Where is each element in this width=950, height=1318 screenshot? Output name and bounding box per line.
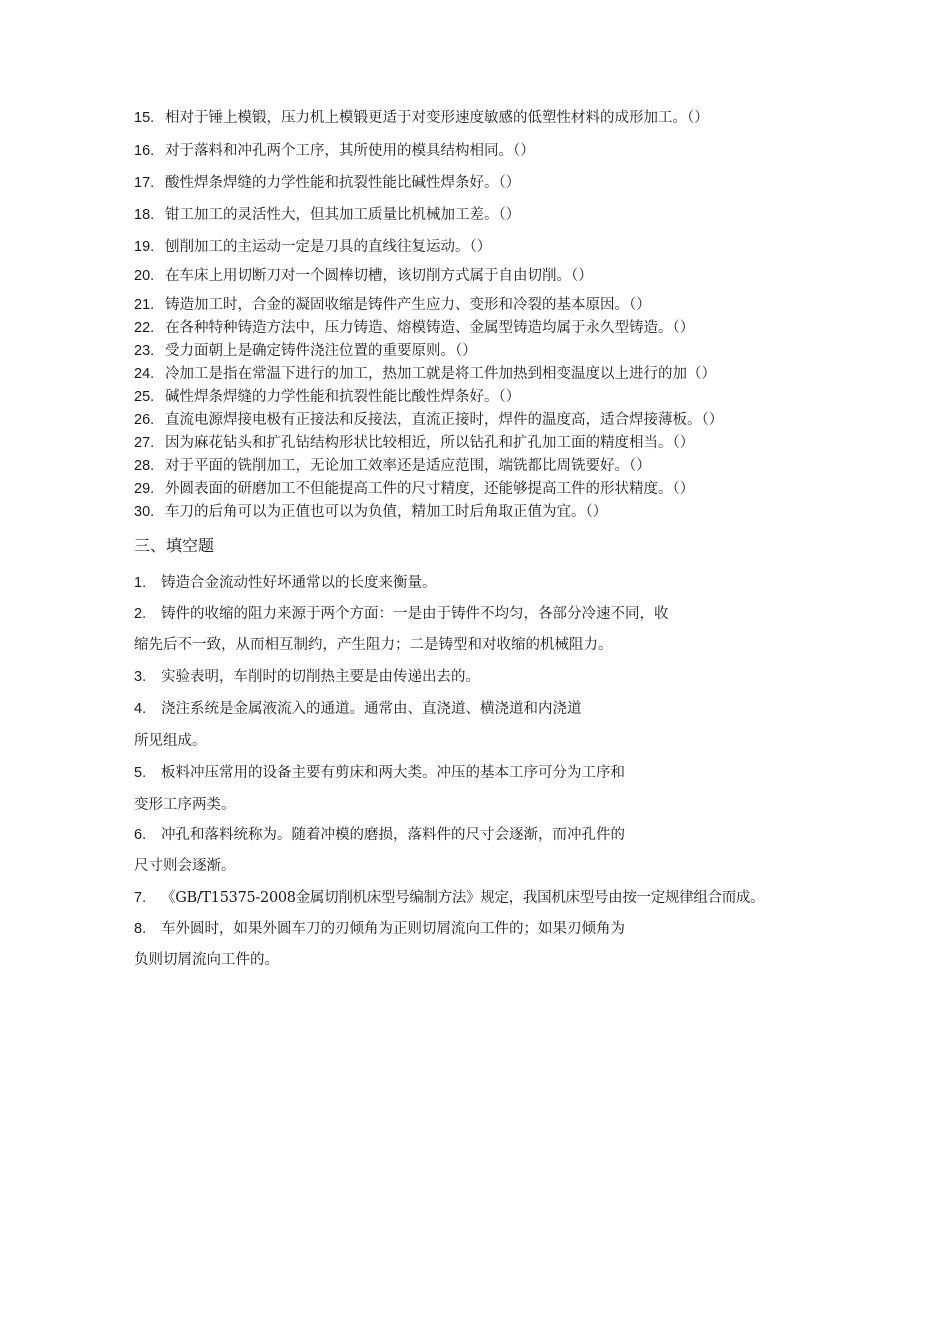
question-18 xyxy=(134,205,520,225)
fill-question-8 xyxy=(134,919,625,939)
question-number: 4. xyxy=(134,701,147,717)
question-number: 24. xyxy=(134,366,155,382)
question-23 xyxy=(134,341,477,361)
question-text: 直流电源焊接电极有正接法和反接法，直流正接时，焊件的温度高，适合焊接薄板。（） xyxy=(165,412,724,428)
fill-question-2-continued xyxy=(134,635,613,655)
question-text: 铸件的收缩的阻力来源于两个方面：一是由于铸件不均匀，各部分冷速不同，收 xyxy=(161,606,669,622)
question-text: 车刀的后角可以为正值也可以为负值，精加工时后角取正值为宜。（） xyxy=(165,504,608,520)
question-text: 所见组成。 xyxy=(134,733,207,749)
section-heading: 三、填空题 xyxy=(134,536,215,555)
question-number: 2. xyxy=(134,606,147,622)
question-text: 冲孔和落料统称为。随着冲模的磨损，落料件的尺寸会逐渐，而冲孔件的 xyxy=(161,827,625,843)
question-text: 在各种特种铸造方法中，压力铸造、熔模铸造、金属型铸造均属于永久型铸造。（） xyxy=(165,320,695,336)
fill-question-4-continued xyxy=(134,731,207,751)
question-number: 27. xyxy=(134,435,155,451)
question-number: 18. xyxy=(134,207,155,223)
question-text: 变形工序两类。 xyxy=(134,797,236,813)
question-22 xyxy=(134,318,694,338)
question-text: 刨削加工的主运动一定是刀具的直线往复运动。（） xyxy=(165,239,492,255)
question-text: 钳工加工的灵活性大，但其加工质量比机械加工差。（） xyxy=(165,207,521,223)
question-number: 15. xyxy=(134,110,155,126)
question-number: 19. xyxy=(134,239,155,255)
question-text: 负则切屑流向工件的。 xyxy=(134,952,279,968)
fill-question-6-continued xyxy=(134,856,236,876)
question-number: 7. xyxy=(134,890,147,906)
fill-question-8-continued xyxy=(134,950,279,970)
question-number: 21. xyxy=(134,297,155,313)
question-number: 23. xyxy=(134,343,155,359)
question-number: 26. xyxy=(134,412,155,428)
fill-question-6 xyxy=(134,825,625,845)
question-text: 相对于锤上模锻，压力机上模锻更适于对变形速度敏感的低塑性材料的成形加工。（） xyxy=(165,110,709,126)
question-25 xyxy=(134,387,520,407)
question-text: 板料冲压常用的设备主要有剪床和两大类。冲压的基本工序可分为工序和 xyxy=(161,765,625,781)
question-21 xyxy=(134,295,651,315)
question-text: 酸性焊条焊缝的力学性能和抗裂性能比碱性焊条好。（） xyxy=(165,175,521,191)
question-number: 29. xyxy=(134,481,155,497)
fill-question-5 xyxy=(134,763,625,783)
fill-question-5-continued xyxy=(134,795,236,815)
question-number: 5. xyxy=(134,765,147,781)
question-text: 尺寸则会逐渐。 xyxy=(134,858,236,874)
question-text: 《GB/T15375-2008金属切削机床型号编制方法》规定，我国机床型号由按一定规律组合而成。 xyxy=(161,890,765,906)
question-number: 6. xyxy=(134,827,147,843)
question-text: 车外圆时，如果外圆车刀的刃倾角为正则切屑流向工件的；如果刃倾角为 xyxy=(161,921,625,937)
question-17 xyxy=(134,173,520,193)
question-text: 铸造合金流动性好坏通常以的长度来衡量。 xyxy=(161,575,437,591)
fill-question-3 xyxy=(134,667,480,687)
question-text: 缩先后不一致，从而相互制约，产生阻力；二是铸型和对收缩的机械阻力。 xyxy=(134,637,613,653)
question-19 xyxy=(134,237,491,257)
fill-question-4 xyxy=(134,699,582,719)
question-number: 28. xyxy=(134,458,155,474)
question-text: 在车床上用切断刀对一个圆棒切槽，该切削方式属于自由切削。（） xyxy=(165,268,593,284)
question-number: 22. xyxy=(134,320,155,336)
question-number: 25. xyxy=(134,389,155,405)
question-24 xyxy=(134,364,716,384)
question-number: 3. xyxy=(134,669,147,685)
question-30 xyxy=(134,502,607,522)
question-16 xyxy=(134,141,535,161)
question-28 xyxy=(134,456,651,476)
question-15 xyxy=(134,108,709,128)
question-text: 对于平面的铣削加工，无论加工效率还是适应范围，端铣都比周铣要好。（） xyxy=(165,458,651,474)
question-text: 浇注系统是金属液流入的通道。通常由、直浇道、横浇道和内浇道 xyxy=(161,701,582,717)
question-26 xyxy=(134,410,723,430)
question-27 xyxy=(134,433,694,453)
question-number: 20. xyxy=(134,268,155,284)
fill-question-1 xyxy=(134,573,437,593)
question-text: 受力面朝上是确定铸件浇注位置的重要原则。（） xyxy=(165,343,477,359)
question-text: 因为麻花钻头和扩孔钻结构形状比较相近，所以钻孔和扩孔加工面的精度相当。（） xyxy=(165,435,695,451)
question-text: 冷加工是指在常温下进行的加工，热加工就是将工件加热到相变温度以上进行的加（） xyxy=(165,366,716,382)
question-number: 17. xyxy=(134,175,155,191)
question-text: 外圆表面的研磨加工不但能提高工件的尺寸精度，还能够提高工件的形状精度。（） xyxy=(165,481,695,497)
question-text: 碱性焊条焊缝的力学性能和抗裂性能比酸性焊条好。（） xyxy=(165,389,521,405)
question-number: 1. xyxy=(134,575,147,591)
question-number: 8. xyxy=(134,921,147,937)
question-text: 实验表明，车削时的切削热主要是由传递出去的。 xyxy=(161,669,480,685)
fill-question-7 xyxy=(134,888,764,908)
question-text: 对于落料和冲孔两个工序，其所使用的模具结构相同。（） xyxy=(165,143,535,159)
question-29 xyxy=(134,479,694,499)
question-20 xyxy=(134,266,593,286)
question-text: 铸造加工时，合金的凝固收缩是铸件产生应力、变形和冷裂的基本原因。（） xyxy=(165,297,651,313)
question-number: 16. xyxy=(134,143,155,159)
question-number: 30. xyxy=(134,504,155,520)
fill-question-2 xyxy=(134,604,669,624)
